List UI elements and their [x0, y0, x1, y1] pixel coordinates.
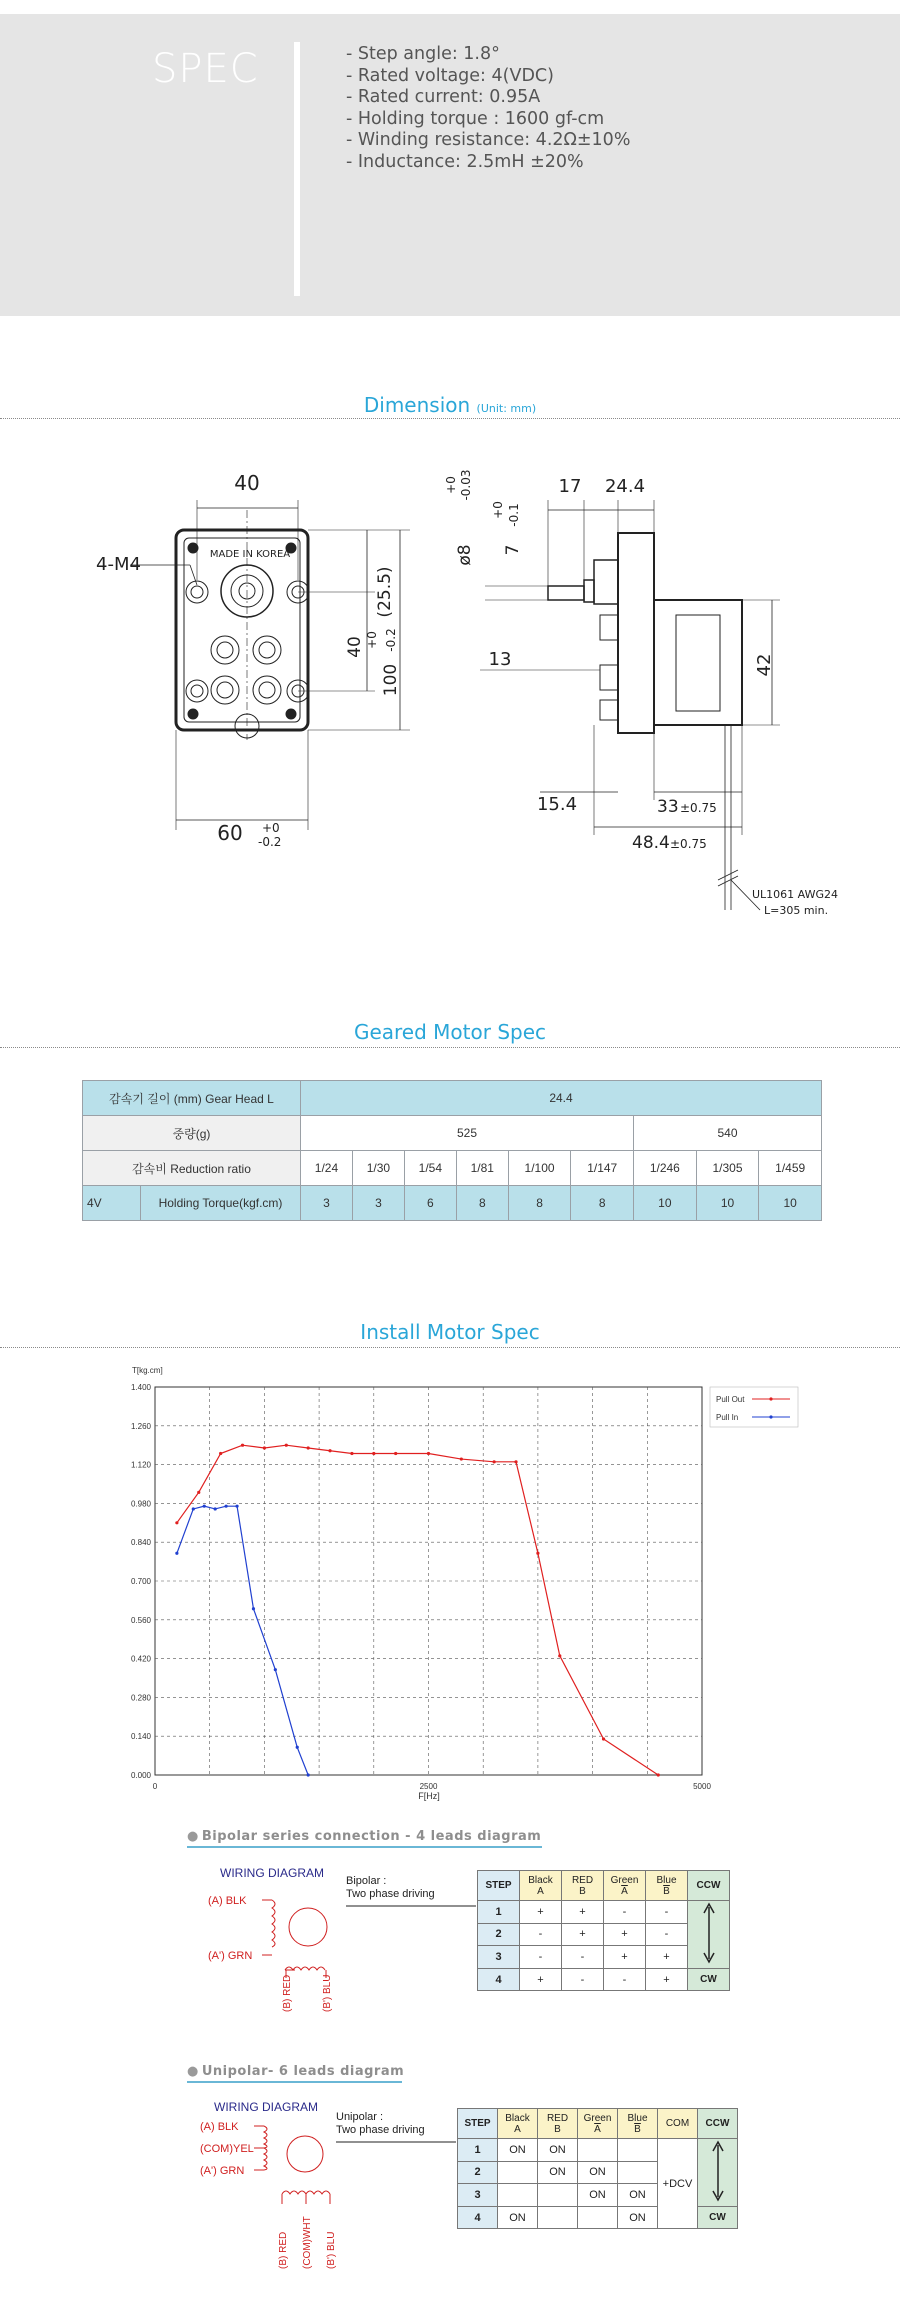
torque-cell: 10 — [634, 1186, 697, 1221]
data-point — [192, 1507, 195, 1510]
table-row — [458, 2139, 738, 2162]
dim-phi8-label: ø8 — [455, 544, 475, 566]
data-point — [203, 1505, 206, 1508]
step-cell: 1 — [478, 1901, 520, 1924]
data-point — [225, 1505, 228, 1508]
data-point — [460, 1457, 463, 1460]
data-point — [558, 1654, 561, 1657]
y-tick-label: 0.840 — [130, 1538, 151, 1548]
step-cell: 3 — [458, 2184, 498, 2207]
column-header-black: Black A — [520, 1871, 562, 1901]
bipolar-step-table — [477, 1870, 730, 1991]
torque-cell: 8 — [456, 1186, 508, 1221]
bullet-icon: ● — [187, 1829, 199, 1844]
data-point — [372, 1452, 375, 1455]
dimension-title: Dimension — [363, 393, 471, 417]
com-header: COM — [658, 2109, 698, 2139]
data-point — [214, 1507, 217, 1510]
data-point — [219, 1452, 222, 1455]
column-header-blue: Blue $\overline{B}$ — [646, 1871, 688, 1901]
step-value: ON — [618, 2207, 658, 2229]
gear-head-label: 감속기 길이 (mm) Gear Head L — [83, 1081, 301, 1116]
step-header: STEP — [458, 2109, 498, 2139]
step-value: ON — [538, 2161, 578, 2184]
spec-item: - Holding torque : 1600 gf-cm — [346, 108, 605, 129]
data-point — [536, 1552, 539, 1555]
weight-value-1: 525 — [301, 1116, 634, 1151]
made-in-korea-label: MADE IN KOREA — [209, 549, 291, 560]
lead-com1-label: (COM)YEL — [200, 2143, 254, 2155]
data-point — [197, 1491, 200, 1494]
weight-value-2: 540 — [634, 1116, 822, 1151]
unipolar-mode-line: Unipolar : — [336, 2111, 384, 2123]
step-value — [538, 2184, 578, 2207]
bipolar-title: Bipolar series connection - 4 leads diagram — [201, 1829, 542, 1844]
step-value: + — [562, 1901, 604, 1924]
dim-60-tol-minus: -0.2 — [258, 835, 282, 849]
data-point — [307, 1446, 310, 1449]
geared-heading: Geared Motor Spec — [353, 1020, 547, 1044]
data-point — [328, 1449, 331, 1452]
step-cell: 4 — [458, 2207, 498, 2229]
x-tick-label: 2500 — [419, 1782, 438, 1791]
dim-40-label: 40 — [234, 471, 260, 495]
table-row — [83, 1081, 822, 1116]
step-value: - — [646, 1901, 688, 1924]
data-point — [175, 1521, 178, 1524]
step-value: + — [520, 1969, 562, 1991]
y-tick-label: 1.260 — [130, 1421, 151, 1431]
y-tick-label: 0.140 — [130, 1732, 151, 1742]
step-value — [618, 2161, 658, 2184]
torque-cell: 8 — [508, 1186, 571, 1221]
torque-cell: 10 — [696, 1186, 759, 1221]
dim-phi8-tol-plus: +0 — [444, 476, 458, 494]
dim-60-label: 60 — [217, 821, 243, 845]
step-value — [618, 2139, 658, 2162]
side-view-motor — [654, 600, 742, 725]
step-value: - — [604, 1901, 646, 1924]
chart-grid — [155, 1387, 702, 1775]
legend-label: Pull In — [716, 1413, 739, 1422]
step-cell: 1 — [458, 2139, 498, 2162]
cw-header: CW — [688, 1969, 730, 1991]
step-cell: 2 — [478, 1923, 520, 1946]
torque-cell: 3 — [301, 1186, 353, 1221]
legend-marker — [769, 1397, 772, 1400]
weight-label: 중량(g) — [83, 1116, 301, 1151]
dim-244-label: 24.4 — [604, 476, 646, 497]
step-value: ON — [498, 2139, 538, 2162]
lead-a-bar-label: (A') GRN — [200, 2165, 245, 2177]
lead-b-bar-label: (B') BLU — [322, 1974, 333, 2012]
step-header: STEP — [478, 1871, 520, 1901]
step-value: - — [520, 1946, 562, 1969]
ratio-cell: 1/246 — [634, 1151, 697, 1186]
dim-7-tol-plus: +0 — [491, 501, 505, 519]
data-point — [274, 1668, 277, 1671]
wire-length-label: L=305 min. — [764, 904, 829, 917]
step-value: - — [562, 1946, 604, 1969]
step-value: + — [604, 1946, 646, 1969]
unipolar-mode-note — [336, 2111, 425, 2137]
section-divider — [0, 1047, 900, 1048]
data-point — [514, 1460, 517, 1463]
step-value: - — [562, 1969, 604, 1991]
torque-label: Holding Torque(kgf.cm) — [141, 1186, 301, 1221]
spec-panel — [0, 14, 900, 316]
bipolar-heading — [187, 1829, 541, 1844]
bullet-icon: ● — [187, 2064, 199, 2079]
y-tick-label: 1.120 — [130, 1460, 151, 1470]
section-divider — [0, 1347, 900, 1348]
data-point — [394, 1452, 397, 1455]
legend-marker — [769, 1415, 772, 1418]
spec-item: - Rated voltage: 4(VDC) — [346, 65, 554, 86]
spec-item: - Rated current: 0.95A — [346, 87, 541, 107]
column-header-red: RED B — [562, 1871, 604, 1901]
step-value: - — [646, 1923, 688, 1946]
chart-x-axis-label: F[Hz] — [418, 1791, 440, 1801]
y-tick-label: 1.400 — [130, 1383, 151, 1392]
spec-item: - Step angle: 1.8° — [346, 44, 500, 64]
bipolar-mode-line: Two phase driving — [346, 1888, 435, 1900]
legend-label: Pull Out — [716, 1395, 745, 1404]
step-value: ON — [578, 2161, 618, 2184]
ccw-header: CCW — [688, 1871, 730, 1901]
ratio-cell: 1/459 — [759, 1151, 822, 1186]
bipolar-mode-note — [346, 1875, 435, 1901]
torque-cell: 6 — [404, 1186, 456, 1221]
y-tick-label: 0.280 — [130, 1693, 151, 1703]
unipolar-title: Unipolar- 6 leads diagram — [201, 2064, 405, 2079]
ratio-cell: 1/305 — [696, 1151, 759, 1186]
step-value: + — [604, 1923, 646, 1946]
dim-100-label: 100 — [381, 663, 401, 697]
dim-100-tol-minus: -0.2 — [384, 628, 398, 652]
spec-item: - Inductance: 2.5mH ±20% — [346, 151, 584, 172]
dimension-drawing — [0, 440, 900, 940]
data-point — [307, 1773, 310, 1776]
dim-484-label: 48.4 — [632, 833, 670, 853]
column-header-green: Green $\overline{A}$ — [578, 2109, 618, 2139]
ratio-cell: 1/81 — [456, 1151, 508, 1186]
step-value: + — [646, 1969, 688, 1991]
bipolar-mode-underline — [346, 1905, 476, 1907]
lead-com2-label: (COM)WHT — [302, 2216, 313, 2269]
step-value — [498, 2184, 538, 2207]
spec-title: SPEC — [152, 46, 259, 92]
torque-cell: 10 — [759, 1186, 822, 1221]
ratio-label: 감속비 Reduction ratio — [83, 1151, 301, 1186]
wiring-title: WIRING DIAGRAM — [220, 1866, 324, 1880]
dim-40v-label: 40 — [345, 636, 365, 658]
lead-a-label: (A) BLK — [200, 2121, 239, 2133]
table-row — [83, 1151, 822, 1186]
step-value: ON — [498, 2207, 538, 2229]
install-heading: Install Motor Spec — [360, 1320, 540, 1344]
unipolar-heading — [187, 2064, 404, 2079]
dim-33-label: 33 — [657, 797, 679, 817]
table-row — [478, 1871, 730, 1901]
ratio-cell: 1/147 — [571, 1151, 634, 1186]
lead-b-label: (B) RED — [282, 1974, 293, 2012]
ratio-cell: 1/24 — [301, 1151, 353, 1186]
unipolar-mode-line: Two phase driving — [336, 2124, 425, 2136]
dim-13-label: 13 — [488, 649, 512, 670]
step-value: + — [520, 1901, 562, 1924]
column-header-black: Black A — [498, 2109, 538, 2139]
table-row — [478, 1969, 730, 1991]
bipolar-mode-line: Bipolar : — [346, 1875, 387, 1887]
dim-17-label: 17 — [558, 476, 582, 497]
dimension-unit: (Unit: mm) — [476, 402, 537, 415]
x-tick-label: 5000 — [693, 1782, 711, 1791]
ratio-cell: 1/54 — [404, 1151, 456, 1186]
step-value: + — [646, 1946, 688, 1969]
ratio-cell: 1/30 — [352, 1151, 404, 1186]
unipolar-step-table — [457, 2108, 738, 2229]
data-point — [427, 1452, 430, 1455]
direction-arrow-icon — [698, 2139, 738, 2207]
step-cell: 2 — [458, 2161, 498, 2184]
data-point — [602, 1737, 605, 1740]
dimension-heading — [0, 393, 900, 417]
ccw-header: CCW — [698, 2109, 738, 2139]
chart-y-axis-label: T[kg.cm] — [132, 1366, 163, 1375]
data-point — [350, 1452, 353, 1455]
gear-head-value: 24.4 — [301, 1081, 822, 1116]
column-header-green: Green $\overline{A}$ — [604, 1871, 646, 1901]
data-point — [241, 1444, 244, 1447]
dim-7-label: 7 — [503, 544, 523, 556]
dim-33-tol: ±0.75 — [680, 801, 717, 815]
voltage-cell: 4V — [83, 1186, 141, 1221]
lead-b-bar-label: (B') BLU — [326, 2231, 337, 2269]
direction-arrow-icon — [688, 1901, 730, 1969]
step-value — [538, 2207, 578, 2229]
data-point — [235, 1505, 238, 1508]
step-value — [578, 2139, 618, 2162]
geared-spec-table — [82, 1080, 822, 1221]
lead-a-bar-label: (A') GRN — [208, 1950, 253, 1962]
data-point — [493, 1460, 496, 1463]
step-cell: 4 — [478, 1969, 520, 1991]
dim-484-tol: ±0.75 — [670, 837, 707, 851]
step-value — [578, 2207, 618, 2229]
bipolar-underline — [187, 1846, 542, 1848]
step-cell: 3 — [478, 1946, 520, 1969]
side-view-gearhead — [618, 533, 654, 733]
y-tick-label: 0.000 — [130, 1771, 151, 1780]
y-tick-label: 0.700 — [130, 1577, 151, 1586]
lead-b-label: (B) RED — [278, 2231, 289, 2269]
unipolar-underline — [187, 2081, 402, 2083]
dim-154-label: 15.4 — [536, 794, 578, 815]
table-row — [83, 1186, 822, 1221]
bipolar-wiring-diagram — [190, 1860, 370, 2020]
data-point — [263, 1446, 266, 1449]
ratio-cell: 1/100 — [508, 1151, 571, 1186]
y-tick-label: 0.980 — [130, 1499, 151, 1509]
dim-255-label: (25.5) — [375, 566, 395, 618]
step-value: ON — [578, 2184, 618, 2207]
torque-cell: 3 — [352, 1186, 404, 1221]
table-row — [458, 2109, 738, 2139]
front-view-body — [176, 530, 308, 730]
wire-spec-label: UL1061 AWG24 — [752, 888, 838, 901]
column-header-blue: Blue $\overline{B}$ — [618, 2109, 658, 2139]
step-value — [498, 2161, 538, 2184]
step-value: - — [604, 1969, 646, 1991]
data-point — [285, 1444, 288, 1447]
step-value: ON — [538, 2139, 578, 2162]
data-point — [657, 1773, 660, 1776]
dim-42-label: 42 — [754, 653, 775, 677]
dim-phi8-tol-minus: -0.03 — [459, 469, 473, 501]
dim-60-tol-plus: +0 — [262, 821, 280, 835]
y-tick-label: 0.560 — [130, 1615, 151, 1625]
cw-header: CW — [698, 2207, 738, 2229]
dim-100-tol-plus: +0 — [365, 631, 379, 649]
data-point — [175, 1552, 178, 1555]
table-row — [83, 1116, 822, 1151]
y-tick-label: 0.420 — [130, 1654, 151, 1664]
x-tick-label: 0 — [152, 1782, 158, 1791]
torque-cell: 8 — [571, 1186, 634, 1221]
step-value: + — [562, 1923, 604, 1946]
dim-7-tol-minus: -0.1 — [507, 503, 521, 527]
spec-divider — [294, 42, 300, 296]
com-value: +DCV — [658, 2139, 698, 2229]
output-shaft — [548, 586, 584, 600]
wiring-title: WIRING DIAGRAM — [214, 2100, 318, 2114]
data-point — [252, 1607, 255, 1610]
unipolar-mode-underline — [336, 2141, 456, 2143]
spec-item: - Winding resistance: 4.2Ω±10% — [346, 130, 631, 150]
dim-m4-label: 4-M4 — [96, 554, 141, 575]
column-header-red: RED B — [538, 2109, 578, 2139]
step-value: - — [520, 1923, 562, 1946]
step-value: ON — [618, 2184, 658, 2207]
spec-list — [346, 44, 630, 173]
section-divider — [0, 418, 900, 419]
lead-a-label: (A) BLK — [208, 1895, 247, 1907]
table-row — [478, 1901, 730, 1924]
torque-chart — [110, 1365, 810, 1815]
chart-legend — [710, 1387, 798, 1427]
data-point — [296, 1746, 299, 1749]
